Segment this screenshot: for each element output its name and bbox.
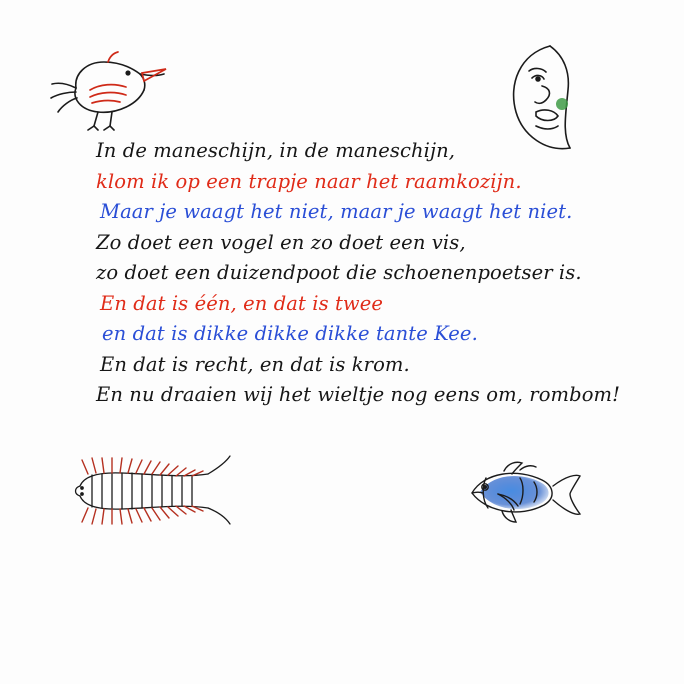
poem-line-4: Zo doet een vogel en zo doet een vis, — [96, 230, 466, 254]
poem-line-9: En nu draaien wij het wieltje nog eens om, rombom! — [96, 383, 621, 406]
bird-drawing — [46, 40, 176, 130]
poem-line-8: En dat is recht, en dat is krom. — [100, 352, 410, 376]
fish-body-fill — [480, 476, 549, 509]
poem-line-5: zo doet een duizendpoot die schoenenpoetser is. — [96, 261, 582, 284]
poem-line-2: klom ik op een trapje naar het raamkozijn. — [96, 169, 522, 193]
poem-line-3: Maar je waagt het niet, maar je waagt het niet. — [100, 200, 573, 223]
moon-green-dot — [556, 98, 568, 110]
centipede-drawing — [62, 452, 232, 532]
fish-drawing — [458, 458, 583, 528]
poem-text — [96, 136, 636, 411]
poem-line-7: en dat is dikke dikke dikke tante Kee. — [102, 322, 478, 345]
poem-line-1: In de maneschijn, in de maneschijn, — [96, 139, 456, 162]
poem-line-6: En dat is één, en dat is twee — [100, 291, 384, 315]
